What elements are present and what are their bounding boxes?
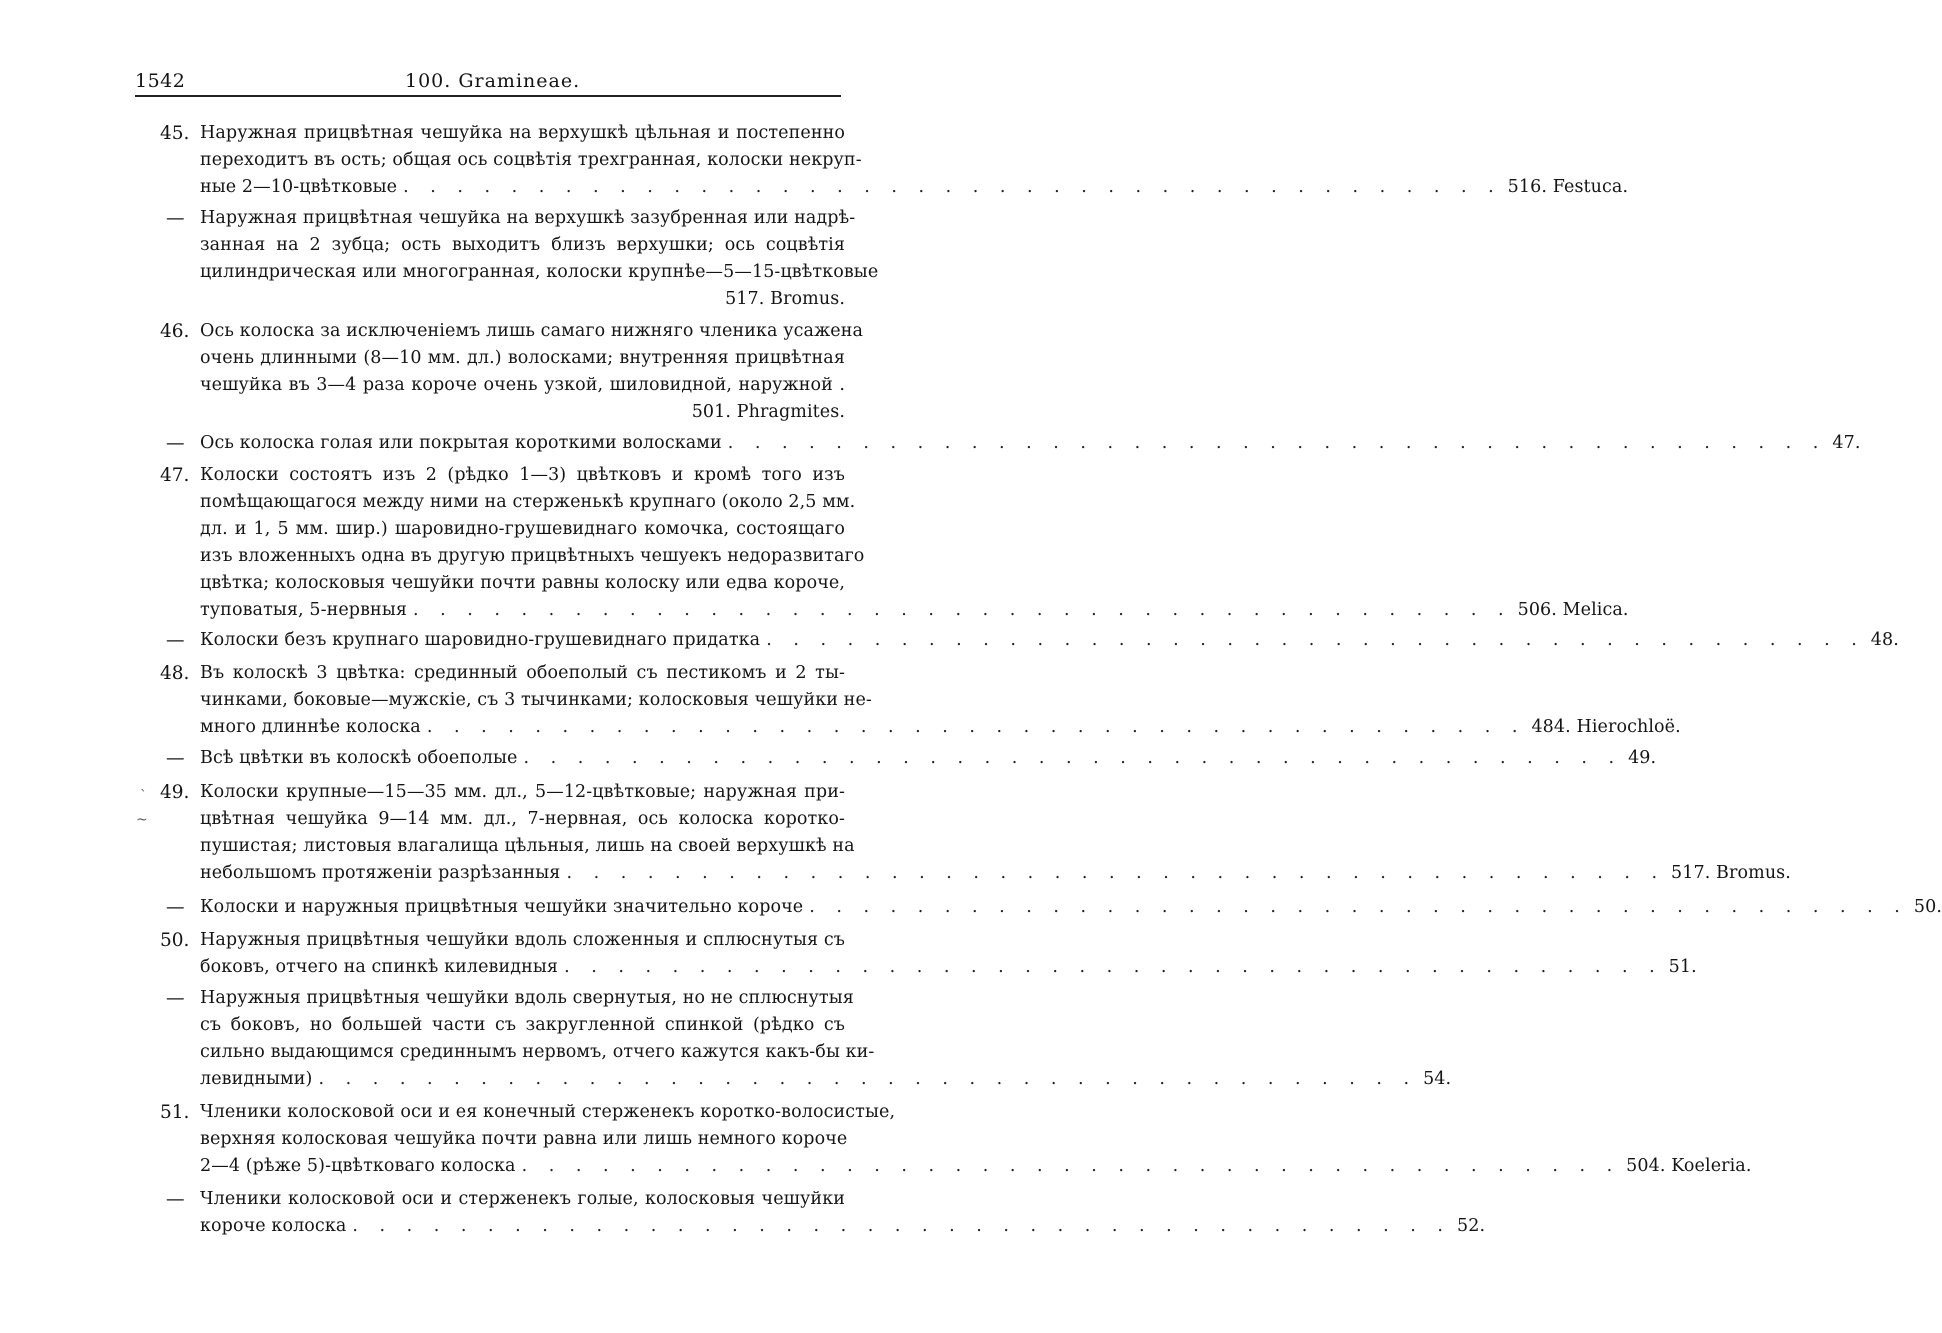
genus-reference: 484. Hierochloë.	[1531, 717, 1681, 737]
margin-mark: ~	[136, 812, 148, 828]
dot-leader: . . . . . . . . . . . . . . . . . . . . . . . . . . . . . . . . . . . . . . . . .	[352, 1216, 1451, 1236]
dot-leader: . . . . . . . . . . . . . . . . . . . . . . . . . . . . . . . . . . . . . . . . .	[766, 630, 1865, 650]
entry-line: Наружныя прицвѣтныя чешуйки вдоль свернутыя, но не сплюснутыя	[200, 988, 854, 1008]
dot-leader: . . . . . . . . . . . . . . . . . . . . . . . . . . . . . . . . . . . . . . . . .	[809, 897, 1908, 917]
header-rule	[135, 95, 841, 97]
dot-leader: . . . . . . . . . . . . . . . . . . . . . . . . . . . . . . . . . . . . . . . . .	[727, 433, 1827, 453]
genus-reference: 504. Koeleria.	[1626, 1156, 1752, 1176]
entry-line: Ось колоска за исключеніемъ лишь самаго нижняго членика усажена	[200, 321, 864, 341]
genus-reference: 501. Phragmites.	[691, 402, 845, 422]
entry-line: Членики колосковой оси и стерженекъ голые, колосковыя чешуйки	[200, 1189, 845, 1209]
entry-line: Наружная прицвѣтная чешуйка на верхушкѣ цѣльная и постепенно	[200, 123, 845, 143]
entry-line	[200, 714, 1681, 741]
entry-dash: —	[166, 897, 185, 918]
entry-line	[200, 174, 1629, 201]
entry-line: Колоски крупные—15—35 мм. дл., 5—12-цвѣтковые; наружная при-	[200, 782, 845, 802]
entry-line: пушистая; листовыя влагалища цѣльныя, лишь на своей верхушкѣ на	[200, 836, 855, 856]
entry-line: Колоски состоятъ изъ 2 (рѣдко 1—3) цвѣтковъ и кромѣ того изъ	[200, 465, 845, 485]
dot-leader: . . . . . . . . . . . . . . . . . . . . . . . . . . . . . . . . . . . . . . . . .	[564, 957, 1663, 977]
entry-line: съ боковъ, но большей части съ закругленной спинкой (рѣдко съ	[200, 1015, 845, 1035]
genus-reference: 506. Melica.	[1517, 600, 1629, 620]
dot-leader: . . . . . . . . . . . . . . . . . . . . . . . . . . . . . . . . . . . . . . . . .	[566, 863, 1666, 883]
entry-line: занная на 2 зубца; ость выходитъ близъ верхушки; ось соцвѣтія	[200, 235, 845, 255]
entry-line	[200, 597, 1629, 624]
dot-leader: . . . . . . . . . . . . . . . . . . . . . . . . . . . . . . . . . . . . . . . . .	[523, 748, 1623, 768]
entry-line: дл. и 1, 5 мм. шир.) шаровидно-грушевиднаго комочка, состоящаго	[200, 519, 845, 539]
entry-line: помѣщающагося между ними на стерженькѣ крупнаго (около 2,5 мм.	[200, 492, 856, 512]
entry-line	[200, 745, 1657, 772]
genus-reference: 516. Festuca.	[1507, 177, 1629, 197]
entry-line	[200, 954, 1697, 981]
entry-line: переходитъ въ ость; общая ось соцвѣтія трехгранная, колоски некруп-	[200, 150, 862, 170]
entry-number: 49.	[160, 782, 190, 803]
dot-leader: . . . . . . . . . . . . . . . . . . . . . . . . . . . . . . . . . . . . . . . . .	[403, 177, 1502, 197]
entry-dash: —	[166, 208, 185, 229]
entry-line: цилиндрическая или многогранная, колоски крупнѣе—5—15-цвѣтковые	[200, 262, 879, 282]
entry-line: верхняя колосковая чешуйка почти равна или лишь немного короче	[200, 1129, 848, 1149]
dot-leader: . . . . . . . . . . . . . . . . . . . . . . . . . . . . . . . . . . . . . . . . .	[426, 717, 1526, 737]
entry-dash: —	[166, 748, 185, 769]
entry-line	[200, 860, 1791, 887]
couplet-reference: 51.	[1668, 957, 1697, 977]
entry-line	[200, 1066, 1452, 1093]
entry-line: цвѣтка; колосковыя чешуйки почти равны колоску или едва короче,	[200, 573, 845, 593]
entry-line	[200, 627, 1899, 654]
couplet-reference: 47.	[1832, 433, 1861, 453]
dot-leader: . . . . . . . . . . . . . . . . . . . . . . . . . . . . . . . . . . . . . . . . .	[521, 1156, 1621, 1176]
entry-line: изъ вложенныхъ одна въ другую прицвѣтныхъ чешуекъ недоразвитаго	[200, 546, 865, 566]
entry-line-text: много длиннѣе колоска	[200, 717, 421, 737]
entry-line-text: туповатыя, 5-нервныя	[200, 600, 407, 620]
couplet-reference: 48.	[1870, 630, 1899, 650]
entry-number: 45.	[160, 123, 190, 144]
entry-dash: —	[166, 433, 185, 454]
entry-dash: —	[166, 630, 185, 651]
entry-line: сильно выдающимся срединнымъ нервомъ, отчего кажутся какъ-бы ки-	[200, 1042, 875, 1062]
entry-line-text: короче колоска	[200, 1216, 347, 1236]
entry-line: Наружныя прицвѣтныя чешуйки вдоль сложенныя и сплюснутыя съ	[200, 930, 845, 950]
entry-line-text: левидными)	[200, 1069, 313, 1089]
entry-line	[200, 430, 1861, 457]
entry-line: чинками, боковые—мужскіе, съ 3 тычинками; колосковыя чешуйки не-	[200, 690, 872, 710]
entry-line: Наружная прицвѣтная чешуйка на верхушкѣ зазубренная или надрѣ-	[200, 208, 856, 228]
genus-reference: 517. Bromus.	[725, 289, 845, 309]
entry-number: 50.	[160, 930, 190, 951]
entry-line	[200, 894, 1942, 921]
entry-dash: —	[166, 988, 185, 1009]
entry-line-text: Всѣ цвѣтки въ колоскѣ обоеполые	[200, 748, 518, 768]
entry-line-text: боковъ, отчего на спинкѣ килевидныя	[200, 957, 559, 977]
entry-line: Членики колосковой оси и ея конечный стерженекъ коротко-волосистые,	[200, 1102, 896, 1122]
entry-number: 51.	[160, 1102, 190, 1123]
entry-line-text: Колоски безъ крупнаго шаровидно-грушевиднаго придатка	[200, 630, 761, 650]
page-number: 1542	[135, 70, 186, 92]
dot-leader: . . . . . . . . . . . . . . . . . . . . . . . . . . . . . . . . . . . . . . . . .	[318, 1069, 1418, 1089]
couplet-reference: 54.	[1423, 1069, 1452, 1089]
entry-line-text: Ось колоска голая или покрытая короткими волосками	[200, 433, 722, 453]
genus-reference: 517. Bromus.	[1671, 863, 1791, 883]
entry-line: чешуйка въ 3—4 раза короче очень узкой, шиловидной, наружной .	[200, 375, 845, 395]
entry-line-text: Колоски и наружныя прицвѣтныя чешуйки значительно короче	[200, 897, 804, 917]
dot-leader: . . . . . . . . . . . . . . . . . . . . . . . . . . . . . . . . . . . . . . . . .	[413, 600, 1512, 620]
entry-number: 48.	[160, 663, 190, 684]
running-title: 100. Gramineae.	[405, 70, 581, 92]
entry-line: очень длинными (8—10 мм. дл.) волосками; внутренняя прицвѣтная	[200, 348, 845, 368]
entry-number: 47.	[160, 465, 190, 486]
entry-line: Въ колоскѣ 3 цвѣтка: срединный обоеполый съ пестикомъ и 2 ты-	[200, 663, 845, 683]
margin-mark: `	[140, 788, 147, 804]
entry-line-text: 2—4 (рѣже 5)-цвѣтковаго колоска	[200, 1156, 516, 1176]
entry-number: 46.	[160, 321, 190, 342]
couplet-reference: 52.	[1457, 1216, 1486, 1236]
entry-dash: —	[166, 1189, 185, 1210]
couplet-reference: 49.	[1628, 748, 1657, 768]
entry-line	[200, 1153, 1752, 1180]
couplet-reference: 50.	[1913, 897, 1942, 917]
entry-line-text: ные 2—10-цвѣтковые	[200, 177, 398, 197]
page-header	[135, 70, 841, 96]
entry-line-text: небольшомъ протяженіи разрѣзанныя	[200, 863, 561, 883]
entry-line: цвѣтная чешуйка 9—14 мм. дл., 7-нервная, ось колоска коротко-	[200, 809, 845, 829]
entry-line	[200, 1213, 1486, 1240]
